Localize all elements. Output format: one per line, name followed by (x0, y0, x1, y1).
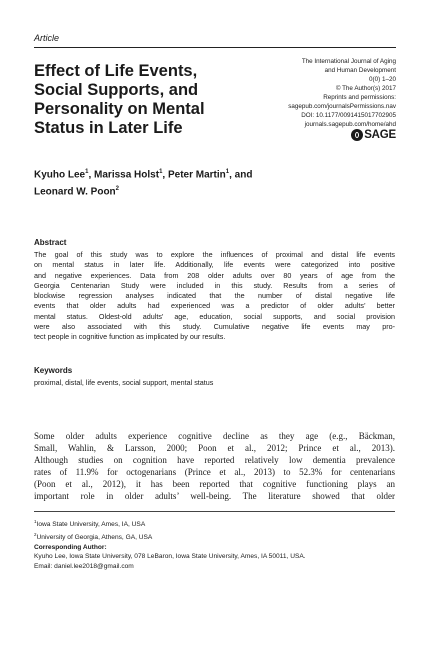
body-line: Some older adults experience cognitive decline as they age (e.g., Bäckman, (34, 431, 395, 441)
permissions-link[interactable]: sagepub.com/journalsPermissions.nav (288, 103, 396, 110)
journal-homepage-link[interactable]: journals.sagepub.com/home/ahd (304, 121, 396, 128)
keywords-heading: Keywords (34, 366, 73, 375)
journal-name-line1: The International Journal of Aging (301, 58, 396, 65)
publisher-logo-text: SAGE (364, 129, 396, 141)
volume-issue: 0(0) 1–20 (369, 76, 396, 83)
affiliation-mark: 1 (34, 519, 37, 524)
body-line: rates of 11.9% for octogenarians (Prince et al., 2013) to 52.3% for centenarians (34, 467, 395, 478)
article-title (34, 62, 244, 138)
affiliation-mark: 1 (225, 169, 230, 175)
affiliation-text: Iowa State University, Ames, IA, USA (36, 521, 146, 529)
abstract-line: blockwise regression analyses indicated that the number of distal negative life (34, 291, 395, 301)
abstract-heading: Abstract (34, 238, 67, 247)
author-separator: , (162, 169, 168, 181)
copyright: © The Author(s) 2017 (335, 85, 396, 92)
author-line (34, 182, 334, 199)
sage-logo-icon (351, 129, 363, 141)
journal-name-line2: and Human Development (324, 67, 396, 74)
abstract-line: were also associated with this study. Cumulative negative life events may pro- (34, 322, 395, 332)
body-line: important role in older adults’ well-being. The literature showed that older (34, 491, 395, 502)
abstract-line: on mental status in later life. Additionally, life events were categorized into positive (34, 260, 395, 270)
author-line (34, 165, 334, 182)
body-line: Although studies on cognition have reported relatively low dementia prevalence (34, 455, 395, 466)
abstract-line: events that older adults had experienced was a predictor of older adults’ better (34, 301, 395, 311)
header-rule (34, 47, 396, 48)
affiliation-mark: 1 (85, 169, 89, 175)
footnotes (34, 517, 395, 571)
abstract-line: mental status. Oldest-old adults’ age, education, social supports, and social provision (34, 311, 395, 321)
corresponding-author-email[interactable]: Email: daniel.lee2018@gmail.com (34, 562, 134, 570)
section-label: Article (34, 33, 60, 43)
corresponding-author-address: Kyuho Lee, Iowa State University, 078 LeBaron, Iowa State University, Ames, IA 50011, USA. (34, 553, 306, 561)
title-line: Social Supports, and (34, 81, 199, 99)
abstract-line: Georgia Centenarian Study were included in this study. Results from a series of (34, 280, 395, 290)
author-name: Kyuho Lee (34, 169, 86, 181)
title-line: Personality on Mental (34, 100, 205, 118)
abstract-body (34, 250, 395, 343)
affiliation-mark: 2 (34, 531, 37, 537)
body-line: Small, Wahlin, & Larsson, 2000; Poon et al., 2012; Prince et al., 2013). (34, 443, 395, 454)
footnote-rule (34, 511, 395, 512)
abstract-line: and negative experiences. Data from 208 older adults over 80 years of age from the (34, 270, 395, 280)
affiliation-note (34, 530, 395, 543)
affiliation-note (34, 517, 395, 530)
title-line: Effect of Life Events, (34, 62, 198, 80)
author-name: Peter Martin (167, 169, 226, 181)
reprints-label: Reprints and permissions: (323, 94, 396, 101)
abstract-line: tect people in cognitive function as implicated by our results. (34, 332, 226, 342)
affiliation-mark: 2 (115, 186, 120, 193)
abstract-line: The goal of this study was to explore the influences of proximal and distal life events (34, 250, 395, 259)
author-separator: , and (229, 169, 253, 181)
corresponding-author-heading: Corresponding Author: (34, 543, 107, 551)
author-list (34, 165, 334, 200)
doi[interactable]: DOI: 10.1177/0091415017702905 (301, 112, 396, 119)
publisher-logo (351, 129, 396, 141)
affiliation-mark: 1 (159, 169, 163, 175)
body-line: (Poon et al., 2012), it has been reported that cognitive functioning plays an (34, 479, 395, 490)
journal-info (246, 57, 396, 129)
affiliation-text: University of Georgia, Athens, GA, USA (36, 533, 153, 541)
author-separator: , (88, 169, 95, 181)
title-line: Status in Later Life (34, 119, 183, 137)
author-name: Leonard W. Poon (34, 186, 116, 198)
author-name: Marissa Holst (94, 169, 160, 181)
keywords-list: proximal, distal, life events, social support, mental status (34, 378, 214, 387)
body-paragraph (34, 430, 395, 503)
